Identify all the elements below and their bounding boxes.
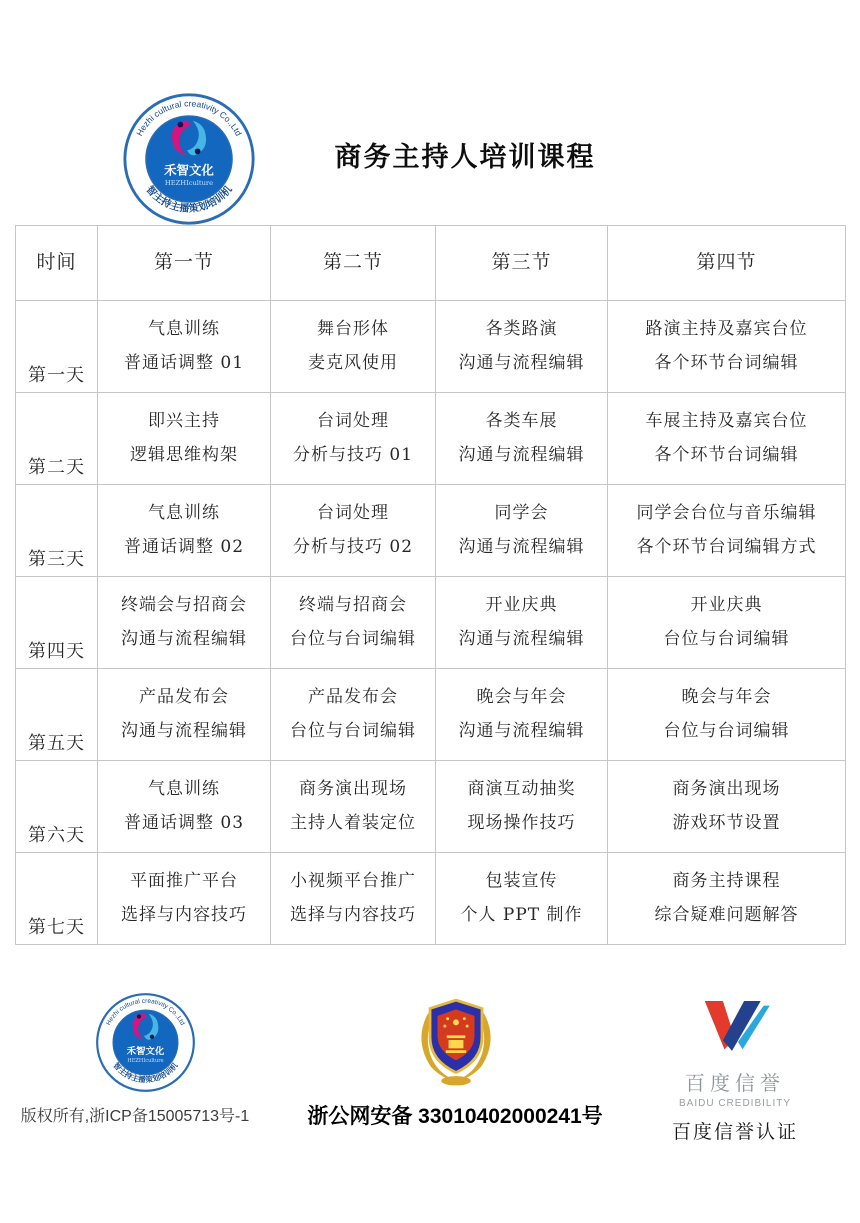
footer-hezhi-logo-icon <box>95 992 196 1093</box>
course-cell <box>271 761 436 853</box>
header-cell-session1: 第一节 <box>98 226 271 301</box>
course-cell <box>608 393 846 485</box>
course-line: 普通话调整 03 <box>123 812 245 833</box>
course-line: 游戏环节设置 <box>672 812 781 833</box>
table-row-day6 <box>16 761 846 853</box>
course-cell <box>608 485 846 577</box>
table-header-row <box>16 226 846 301</box>
day-cell: 第六天 <box>16 761 98 853</box>
course-line: 分析与技巧 01 <box>292 444 414 465</box>
course-line: 沟通与流程编辑 <box>458 352 585 373</box>
course-cell <box>436 577 608 669</box>
course-line: 台位与台词编辑 <box>663 720 790 741</box>
course-line: 产品发布会 <box>308 686 398 707</box>
course-line: 气息训练 <box>148 318 220 339</box>
course-line: 包装宣传 <box>485 870 558 891</box>
course-line: 同学会台位与音乐编辑 <box>636 502 817 523</box>
course-line: 现场操作技巧 <box>467 812 576 833</box>
course-cell <box>608 577 846 669</box>
course-line: 小视频平台推广 <box>290 870 416 891</box>
police-record-text[interactable]: 浙公网安备 33010402000241号 <box>307 1105 603 1128</box>
course-line: 各类车展 <box>485 410 558 431</box>
course-cell <box>436 853 608 945</box>
course-line: 舞台形体 <box>317 318 389 339</box>
course-line: 车展主持及嘉宾台位 <box>645 410 808 431</box>
course-line: 台词处理 <box>317 410 389 431</box>
course-cell <box>608 301 846 393</box>
course-line: 终端与招商会 <box>299 594 407 615</box>
course-line: 终端会与招商会 <box>121 594 247 615</box>
course-line: 各个环节台词编辑方式 <box>636 536 817 557</box>
course-cell <box>271 393 436 485</box>
table-row-day5 <box>16 669 846 761</box>
course-line: 综合疑难问题解答 <box>654 904 799 925</box>
baidu-credibility-cert: 百度信誉认证 <box>671 1122 798 1143</box>
table-row-day3 <box>16 485 846 577</box>
course-line: 沟通与流程编辑 <box>458 720 585 741</box>
course-line: 商务演出现场 <box>299 778 407 799</box>
course-cell <box>436 669 608 761</box>
table-row-day7 <box>16 853 846 945</box>
table-row-day4 <box>16 577 846 669</box>
icp-record-text: 版权所有,浙ICP备15005713号-1 <box>20 1108 250 1125</box>
course-line: 即兴主持 <box>148 410 220 431</box>
course-line: 沟通与流程编辑 <box>458 444 585 465</box>
course-cell <box>271 301 436 393</box>
course-cell <box>271 485 436 577</box>
baidu-v-icon <box>695 995 775 1063</box>
course-line: 平面推广平台 <box>130 870 238 891</box>
course-line: 气息训练 <box>148 778 220 799</box>
course-line: 路演主持及嘉宾台位 <box>645 318 808 339</box>
baidu-credibility-name: 百度信誉 <box>685 1073 785 1095</box>
course-line: 台位与台词编辑 <box>290 720 416 741</box>
header-cell-session2: 第二节 <box>271 226 436 301</box>
day-cell: 第一天 <box>16 301 98 393</box>
course-cell <box>98 761 271 853</box>
course-line: 开业庆典 <box>485 594 558 615</box>
course-line: 商务主持课程 <box>672 870 781 891</box>
course-line: 各类路演 <box>485 318 558 339</box>
course-cell <box>98 577 271 669</box>
course-cell <box>436 301 608 393</box>
course-line: 主持人着装定位 <box>290 812 416 833</box>
course-line: 商演互动抽奖 <box>467 778 576 799</box>
day-cell: 第七天 <box>16 853 98 945</box>
day-cell: 第五天 <box>16 669 98 761</box>
course-line: 沟通与流程编辑 <box>458 536 585 557</box>
course-cell <box>98 853 271 945</box>
header-cell-time: 时间 <box>16 226 98 301</box>
course-cell <box>436 485 608 577</box>
page-title: 商务主持人培训课程 <box>334 142 596 173</box>
course-table <box>15 225 846 945</box>
course-line: 普通话调整 01 <box>123 352 245 373</box>
course-cell <box>271 669 436 761</box>
course-line: 台位与台词编辑 <box>663 628 790 649</box>
course-cell <box>608 669 846 761</box>
course-cell <box>98 485 271 577</box>
header-cell-session3: 第三节 <box>436 226 608 301</box>
course-line: 台词处理 <box>317 502 389 523</box>
baidu-credibility-sub: BAIDU CREDIBILITY <box>678 1098 792 1109</box>
course-cell <box>98 301 271 393</box>
course-line: 各个环节台词编辑 <box>654 352 799 373</box>
course-line: 麦克风使用 <box>308 352 398 373</box>
course-line: 选择与内容技巧 <box>121 904 247 925</box>
course-line: 台位与台词编辑 <box>290 628 416 649</box>
course-line: 沟通与流程编辑 <box>458 628 585 649</box>
course-line: 普通话调整 02 <box>123 536 245 557</box>
course-cell <box>608 761 846 853</box>
course-cell <box>271 577 436 669</box>
course-cell <box>271 853 436 945</box>
course-line: 晚会与年会 <box>681 686 772 707</box>
table-row-day2 <box>16 393 846 485</box>
course-line: 沟通与流程编辑 <box>121 628 247 649</box>
course-line: 晚会与年会 <box>476 686 567 707</box>
course-cell <box>98 393 271 485</box>
course-line: 各个环节台词编辑 <box>654 444 799 465</box>
day-cell: 第四天 <box>16 577 98 669</box>
course-line: 气息训练 <box>148 502 220 523</box>
course-cell <box>608 853 846 945</box>
table-row-day1 <box>16 301 846 393</box>
course-cell <box>98 669 271 761</box>
course-line: 产品发布会 <box>139 686 229 707</box>
course-line: 选择与内容技巧 <box>290 904 416 925</box>
course-line: 开业庆典 <box>690 594 763 615</box>
day-cell: 第三天 <box>16 485 98 577</box>
day-cell: 第二天 <box>16 393 98 485</box>
course-cell <box>436 393 608 485</box>
course-line: 沟通与流程编辑 <box>121 720 247 741</box>
police-badge-icon[interactable] <box>405 986 507 1094</box>
course-line: 商务演出现场 <box>672 778 781 799</box>
course-line: 分析与技巧 02 <box>292 536 414 557</box>
course-line: 逻辑思维构架 <box>130 444 238 465</box>
course-line: 个人 PPT 制作 <box>460 904 583 925</box>
course-line: 同学会 <box>494 502 549 523</box>
header-cell-session4: 第四节 <box>608 226 846 301</box>
course-cell <box>436 761 608 853</box>
baidu-credibility-block[interactable] <box>650 995 820 1144</box>
